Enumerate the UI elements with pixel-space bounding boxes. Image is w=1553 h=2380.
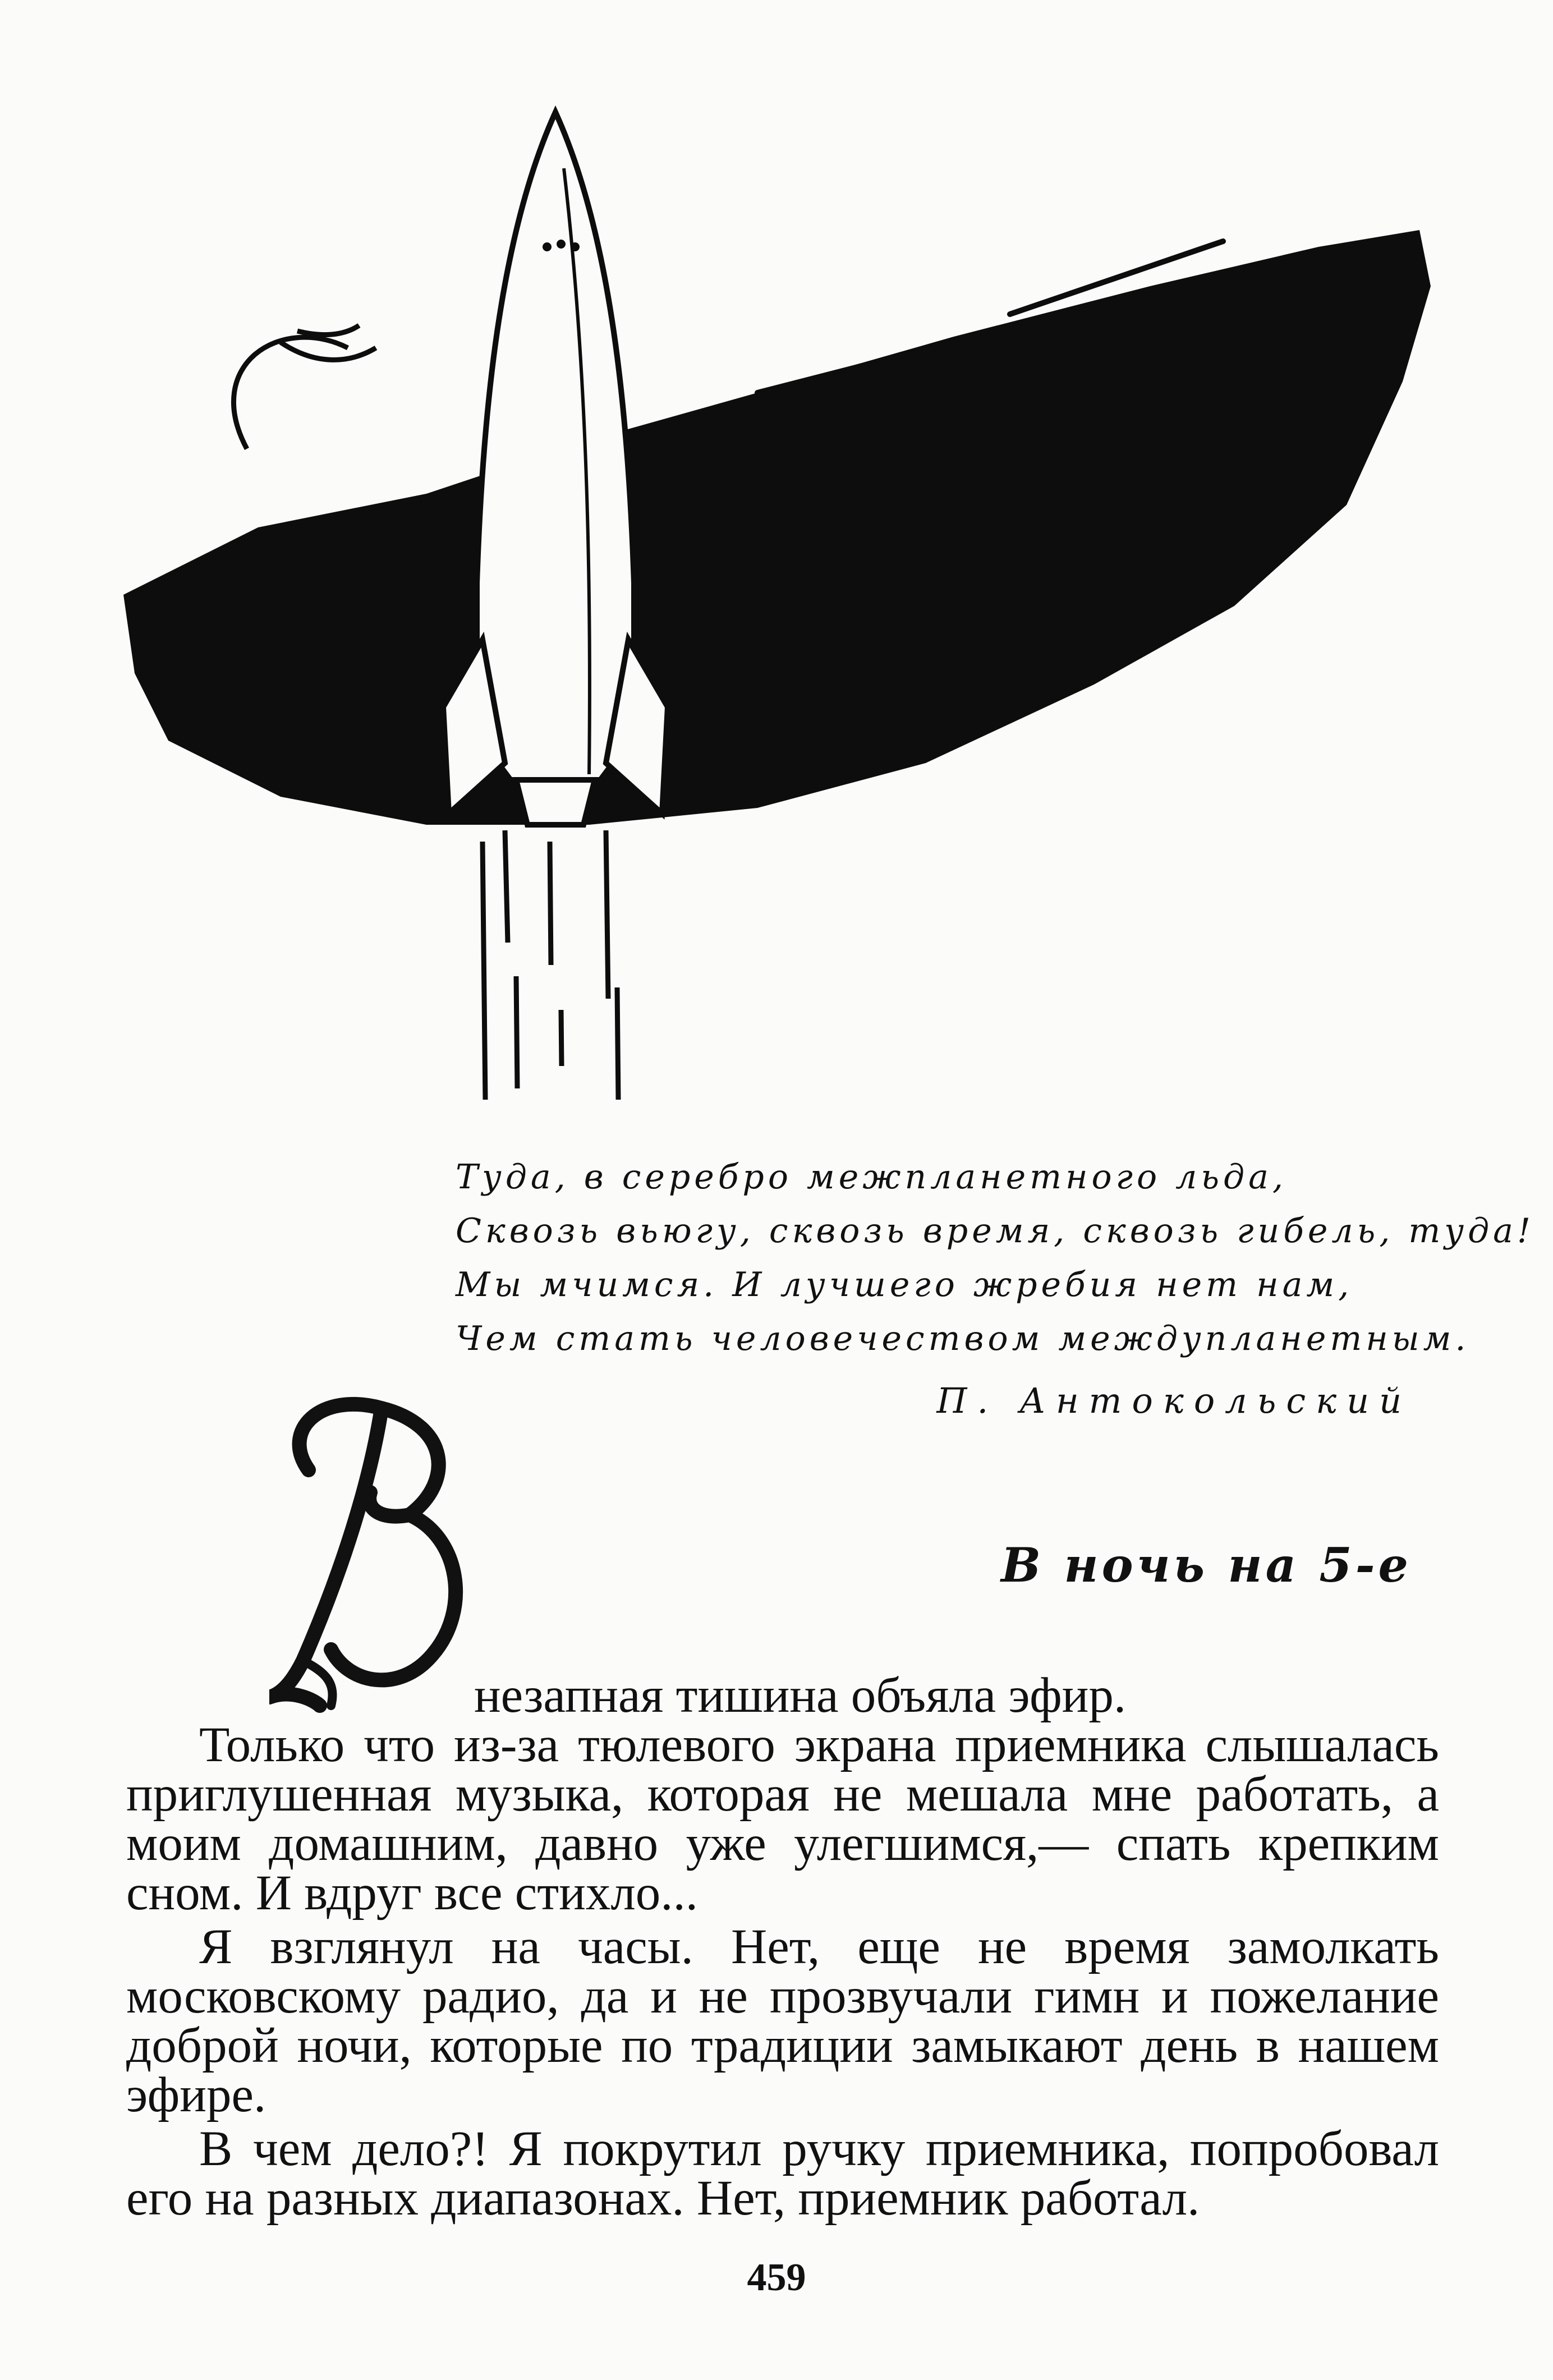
paragraph: Я взглянул на часы. Нет, еще не время замолкать московскому радио, да и не прозвучали гимн и пожелание доброй ночи, которые по традиции замыкают день в нашем эфире. — [126, 1919, 1439, 2122]
epigraph-line: Сквозь вьюгу, сквозь время, сквозь гибель, туда! — [456, 1211, 1534, 1251]
paragraph: незапная тишина объяла эфир. — [474, 1668, 1127, 1723]
epigraph-line: Туда, в серебро межпланетного льда, — [456, 1157, 1287, 1197]
rocket-illustration — [112, 101, 1459, 1111]
paragraph: В чем дело?! Я покрутил ручку приемника, попробовал его на разных диапазонах. Нет, приемник работал. — [126, 2121, 1439, 2226]
body-text — [126, 1668, 1439, 2226]
epigraph-author: П. Антокольский — [936, 1380, 1412, 1421]
epigraph-line: Мы мчимся. И лучшего жребия нет нам, — [456, 1265, 1353, 1304]
page-number: 459 — [747, 2256, 806, 2299]
epigraph — [456, 1150, 1534, 1366]
exhaust-lines — [483, 830, 618, 1100]
chapter-title: В ночь на 5-е — [1001, 1537, 1412, 1593]
moon-outline — [233, 325, 376, 449]
epigraph-line: Чем стать человечеством междупланетным. — [456, 1319, 1470, 1358]
ink-smear — [123, 230, 1431, 825]
paragraph: Только что из-за тюлевого экрана приемника слышалась приглушенная музыка, которая не мешала мне работать, а моим домашним, давно уже улегшимся,— спать крепким сном. И вдруг все стихло... — [126, 1717, 1439, 1920]
